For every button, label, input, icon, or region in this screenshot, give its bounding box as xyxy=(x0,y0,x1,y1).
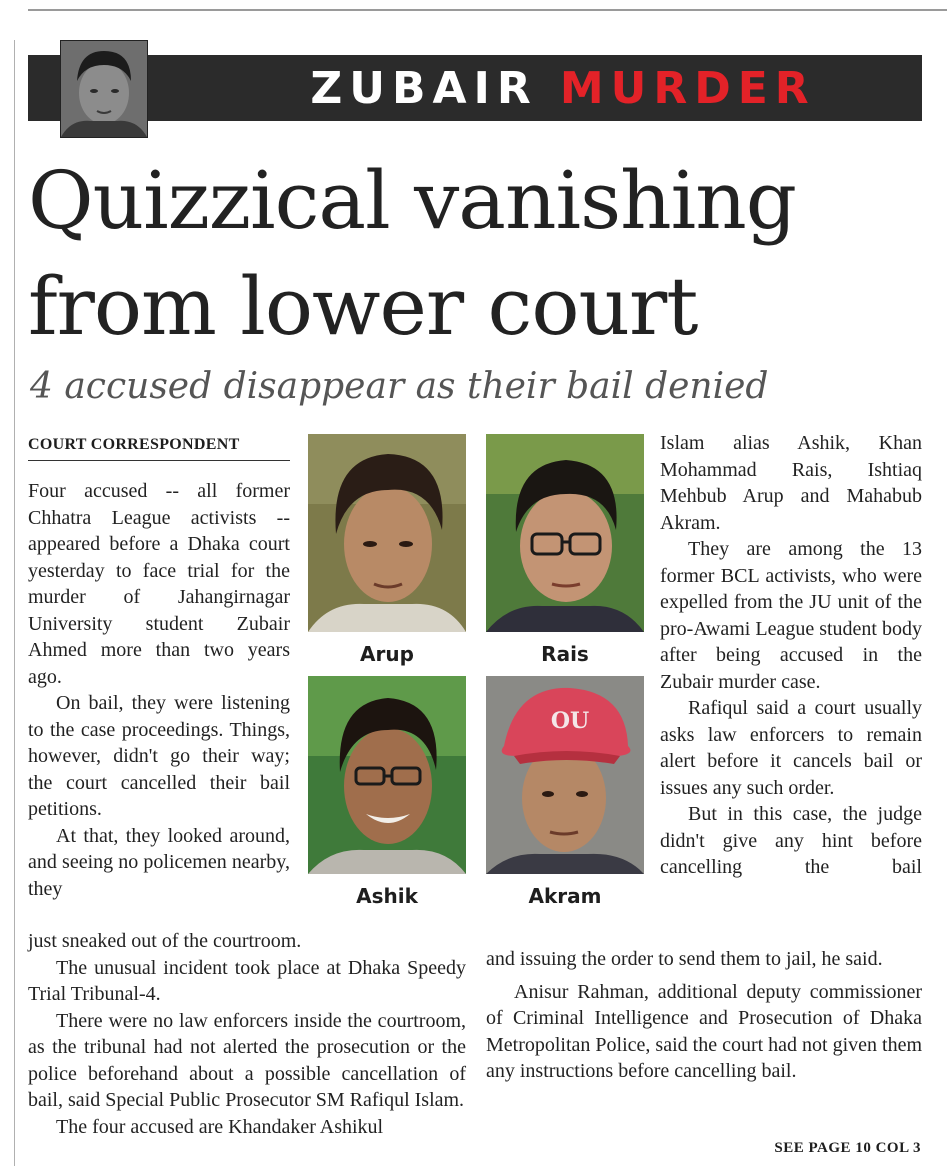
svg-text:OU: OU xyxy=(550,708,590,734)
caption-arup: Arup xyxy=(360,642,414,666)
caption-ashik: Ashik xyxy=(356,884,418,908)
section-banner xyxy=(28,55,922,121)
paragraph: But in this case, the judge didn't give any hint before cancelling the bail xyxy=(660,803,922,878)
paragraph: The four accused are Khandaker Ashikul xyxy=(56,1115,384,1138)
left-rule xyxy=(14,40,15,1166)
paragraph: They are among the 13 former BCL activists, who were expelled from the JU unit of the pro-Awami League student body after being accused in the Zubair murder case. xyxy=(660,538,922,693)
photo-ashik xyxy=(308,676,466,874)
jump-line: SEE PAGE 10 COL 3 xyxy=(774,1140,921,1156)
top-rule xyxy=(28,9,947,11)
column-2-bottom xyxy=(486,946,922,1085)
photo-akram xyxy=(486,676,644,874)
photo-rais xyxy=(486,434,644,632)
column-1-bottom xyxy=(28,928,466,1140)
subheadline: 4 accused disappear as their bail denied xyxy=(30,366,769,407)
banner-title xyxy=(178,55,947,121)
paragraph: Anisur Rahman, additional deputy commissioner of Criminal Intelligence and Prosecution of Dhaka Metropolitan Police, said the court had not given them any instructions before cancelling bail. xyxy=(486,980,923,1082)
photo-arup xyxy=(308,434,466,632)
paragraph: Four accused -- all former Chhatra League activists -- appeared before a Dhaka court yesterday to face trial for the murder of Jahangirnagar University student Zubair Ahmed more than two years ago. xyxy=(28,480,290,688)
paragraph: Rafiqul said a court usually asks law enforcers to remain alert before it cancels bail or issues any such order. xyxy=(660,697,922,799)
paragraph: On bail, they were listening to the case proceedings. Things, however, didn't go their way; the court cancelled their bail petitions. xyxy=(28,692,290,820)
victim-photo xyxy=(60,40,148,138)
paragraph: Islam alias Ashik, Khan Mohammad Rais, Ishtiaq Mehbub Arup and Mahabub Akram. xyxy=(660,432,922,534)
headline: Quizzical vanishing from lower court xyxy=(28,154,796,353)
paragraph: and issuing the order to send them to jail, he said. xyxy=(486,948,883,970)
paragraph: just sneaked out of the courtroom. xyxy=(28,930,302,952)
column-1-top xyxy=(28,478,290,902)
paragraph: The unusual incident took place at Dhaka Speedy Trial Tribunal-4. xyxy=(28,956,466,1005)
caption-akram: Akram xyxy=(528,884,602,908)
caption-rais: Rais xyxy=(541,642,589,666)
byline: COURT CORRESPONDENT xyxy=(28,436,290,461)
paragraph: At that, they looked around, and seeing no policemen nearby, they xyxy=(28,824,290,900)
paragraph: There were no law enforcers inside the courtroom, as the tribunal had not alerted the prosecution or the police beforehand about a possible cancellation of bail, said Special Public Prosecutor SM Rafiqul Islam. xyxy=(28,1009,466,1111)
column-2-top xyxy=(660,430,922,881)
banner-word-zubair: ZUBAIR xyxy=(310,62,538,114)
banner-word-murder: MURDER xyxy=(559,62,816,114)
